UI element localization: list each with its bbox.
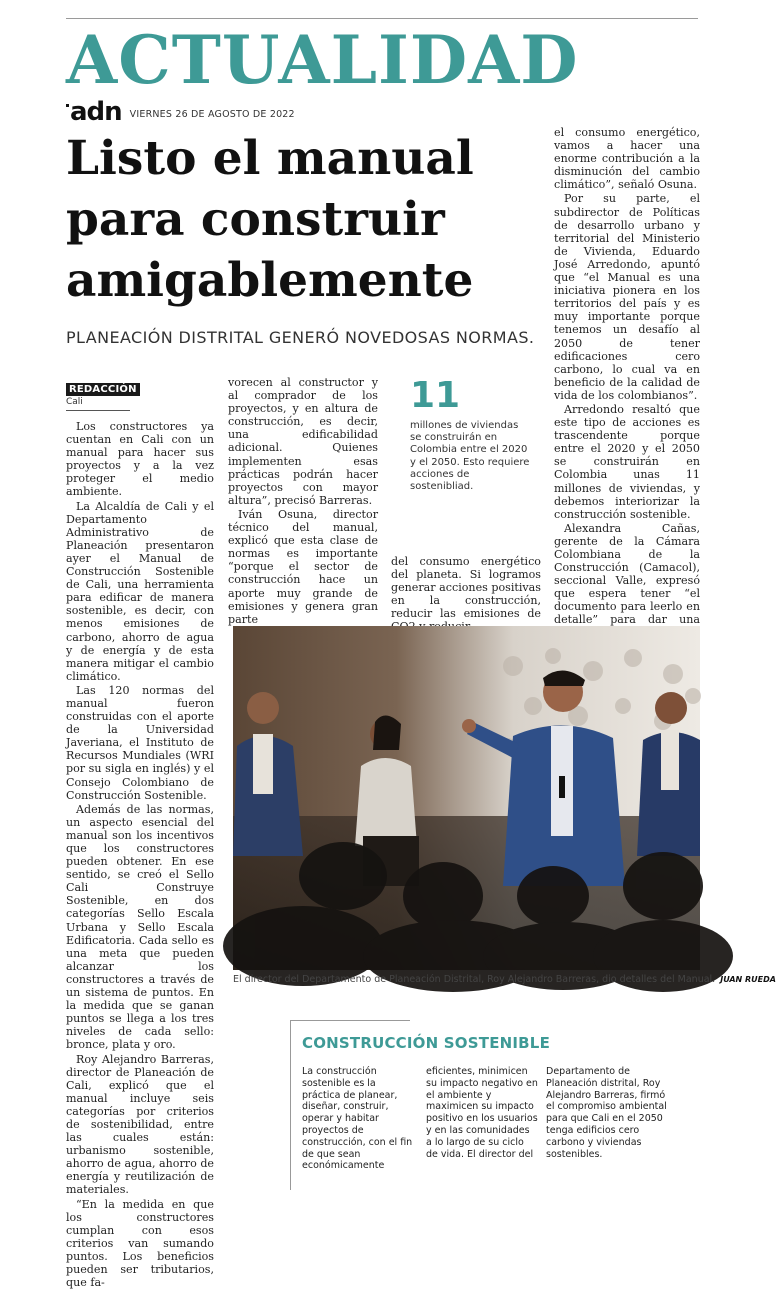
sidebar-horizontal-rule — [290, 1020, 410, 1021]
paragraph: La Alcaldía de Cali y el Departamento Administrativo de Planeación presentaron ayer el Manual de Construcción Sostenible de Cali, una herramienta para edificar de manera sostenible, es decir, con menos emisiones de carbono, ahorro de agua y de energía y de esta manera mitigar el cambio climático. — [66, 499, 214, 683]
article-photo — [233, 626, 700, 970]
paragraph: vorecen al constructor y al comprador de los proyectos, y en altura de construcción, es decir, una edificabilidad adicional. Quienes implementen esas prácticas podrán hacer proyectos con mayor altura”, precisó Barreras. — [228, 376, 378, 507]
article-column-4 — [554, 126, 700, 641]
sidebar-title: CONSTRUCCIÓN SOSTENIBLE — [302, 1034, 551, 1052]
publication-date: VIERNES 26 DE AGOSTO DE 2022 — [129, 109, 295, 120]
section-title: ACTUALIDAD — [66, 21, 579, 99]
paragraph: Por su parte, el subdirector de Políticas de desarrollo urbano y territorial del Ministerio de Vivienda, Eduardo José Arredondo, apuntó que “el Manual es una iniciativa pionera en los territorios del país y es muy importante porque tenemos un desafío al 2050 de tener edificaciones cero carbono, lo cual va en beneficio de la calidad de vida de los colombianos”. — [554, 192, 700, 402]
photo-credit: JUAN RUEDA — [720, 975, 776, 984]
paragraph: del consumo energético del planeta. Si logramos generar acciones positivas en la construcción, reducir las emisiones de — [391, 555, 541, 621]
paragraph: “En la medida en que los constructores cumplan con esos criterios van sumando puntos. Los beneficios pueden ser tributarios, que fa- — [66, 1197, 214, 1290]
sidebar-column-1: La construcción sostenible es la práctica de planear, diseñar, construir, operar y habitar proyectos de construcción, con el fin de que sean económicamente — [302, 1066, 413, 1172]
article-headline: Listo el manual para construir amigablemente — [66, 131, 474, 308]
dateline — [66, 97, 295, 127]
paragraph: el consumo energético, vamos a hacer una enorme contribución a la disminución del cambio climático”, señaló Osuna. — [554, 126, 700, 192]
byline-city: Cali — [66, 397, 83, 407]
article-subhead: PLANEACIÓN DISTRITAL GENERÓ NOVEDOSAS NORMAS. — [66, 328, 535, 347]
sidebar-box — [290, 1020, 710, 1196]
paragraph: Roy Alejandro Barreras, director de Planeación de Cali, explicó que el manual incluye seis categorías por criterios de sostenibilidad, entre las cuales están: urbanismo sostenible, ahorro de agua, ahorro de energía y reutilización de materiales. — [66, 1052, 214, 1197]
byline — [66, 377, 137, 411]
photo-caption — [233, 974, 776, 985]
article-column-2 — [228, 376, 378, 627]
sidebar-column-3: Departamento de Planeación distrital, Roy Alejandro Barreras, firmó el compromiso ambiental para que Cali en el 2050 tenga edificios cero carbono y viviendas sostenibles. — [546, 1066, 667, 1160]
top-rule — [66, 18, 698, 19]
stat-number: 11 — [410, 375, 461, 416]
paragraph: Las 120 normas del manual fueron construidas con el aporte de la Universidad Javeriana, el Instituto de Recursos Mundiales (WRI por su sigla en inglés) y el Consejo Colombiano de Construcción Sostenible. — [66, 683, 214, 802]
byline-rule — [66, 410, 130, 411]
adn-logo: adn — [66, 100, 122, 124]
stat-text: millones de viviendas se construirán en Colombia entre el 2020 y el 2050. Esto requiere acciones de sostenibliad. — [410, 420, 530, 493]
paragraph: Arredondo resaltó que este tipo de acciones es trascendente porque entre el 2020 y el 2050 se construirán en Colombia unas 11 millones de viviendas, y debemos interiorizar la construcción sostenible. — [554, 402, 700, 521]
sidebar-column-2: eficientes, minimicen su impacto negativo en el ambiente y maximicen su impacto positivo en los usuarios y en las comunidades a lo largo de su ciclo de vida. El director del — [426, 1066, 538, 1160]
sidebar-vertical-rule — [290, 1020, 291, 1190]
paragraph: Iván Osuna, director técnico del manual, explicó que esta clase de normas es importante “porque el sector de construcción hace un aporte muy grande de emisiones y genera gran parte — [228, 507, 378, 626]
photo-illustration — [233, 626, 700, 970]
article-column-1 — [66, 420, 214, 1290]
paragraph: Los constructores ya cuentan en Cali con un manual para hacer sus proyectos y a la vez proteger el medio ambiente. — [66, 420, 214, 499]
byline-tag: REDACCIÓN — [66, 383, 140, 396]
article-column-3 — [391, 555, 541, 635]
paragraph: Alexandra Cañas, gerente de la Cámara Colombiana de la Construcción (Camacol), seccional Valle, expresó que espera tener “el documento para leerlo en detalle” para dar una — [554, 521, 700, 627]
paragraph: Además de las normas, un aspecto esencial del manual son los incentivos que los constructores pueden obtener. En ese sentido, se creó el Sello Cali Construye Sostenible, en dos categorías Sello Escala Urbana y Sello Escala Edificatoria. Cada sello es una meta que pueden alcanzar los constructores a través de un sistema de puntos. En la medida que se ganan puntos se llega a los tres niveles de cada sello: bronce, plata y oro. — [66, 802, 214, 1052]
caption-text: El director del Departamento de Planeación Distrital, Roy Alejandro Barreras, dio detalles del Manual. — [233, 974, 716, 985]
stat-callout — [410, 376, 530, 493]
